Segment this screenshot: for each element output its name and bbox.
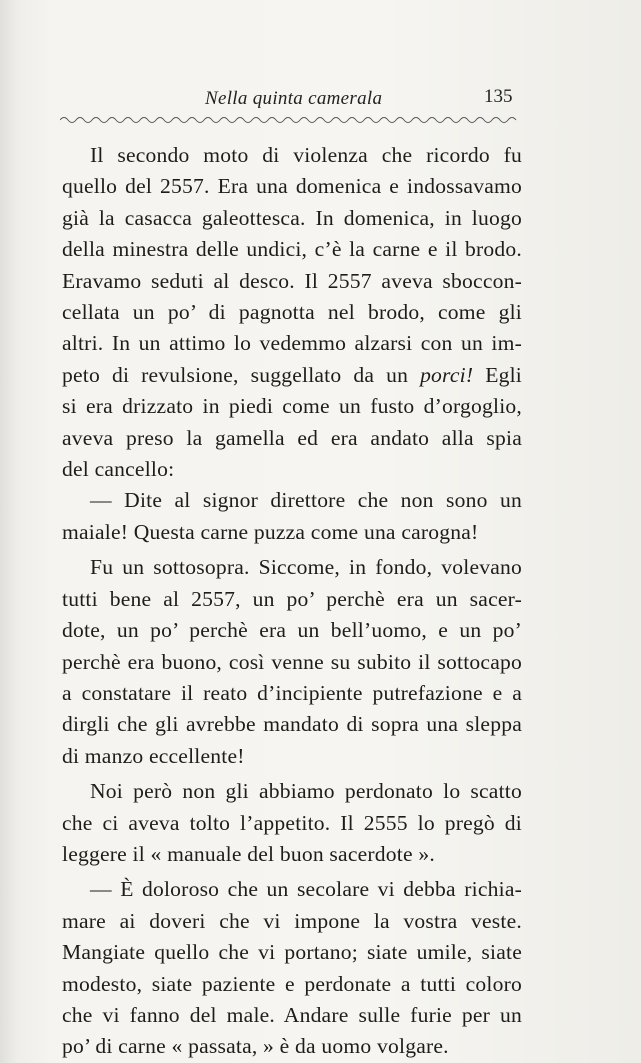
text-line-14: Fu un sottosopra. Siccome, in fondo, volevano: [90, 555, 522, 580]
running-title: Nella quinta camerala: [205, 88, 383, 109]
text-line-23: leggere il « manuale del buon sacerdote ».: [62, 841, 435, 866]
text-line-15: tutti bene al 2557, un po’ perchè era un sacer-: [62, 586, 522, 611]
page-gutter-shadow: [0, 0, 18, 1063]
text-line-21: Noi però non gli abbiamo perdonato lo scatto: [90, 779, 522, 804]
text-line-5: Eravamo seduti al desco. Il 2557 aveva sboccon-: [62, 268, 522, 293]
text-line-13: maiale! Questa carne puzza come una carogna!: [62, 519, 479, 544]
text-line-7: altri. In un attimo lo vedemmo alzarsi con un im-: [62, 331, 522, 356]
text-line-2: quello del 2557. Era una domenica e indossavamo: [62, 174, 522, 199]
text-line-4: della minestra delle undici, c’è la carne e il brodo.: [62, 237, 522, 262]
text-line-8: peto di revulsione, suggellato da un porci! Egli: [62, 362, 522, 387]
text-line-29: po’ di carne « passata, » è da uomo volgare.: [62, 1034, 449, 1059]
text-line-27: modesto, siate paziente e perdonate a tutti coloro: [62, 971, 522, 996]
body-text: [62, 140, 522, 1063]
text-line-26: Mangiate quello che vi portano; siate umile, siate: [62, 940, 522, 965]
page-number: 135: [484, 86, 513, 107]
text-line-6: cellata un po’ di pagnotta nel brodo, come gli: [62, 300, 522, 325]
text-line-28: che vi fanno del male. Andare sulle furie per un: [62, 1002, 522, 1027]
text-line-1: Il secondo moto di violenza che ricordo fu: [90, 143, 522, 167]
text-line-3: già la casacca galeottesca. In domenica, in luogo: [62, 205, 522, 230]
text-line-16: dote, un po’ perchè era un bell’uomo, e un po’: [62, 618, 522, 643]
text-line-20: di manzo eccellente!: [62, 743, 245, 768]
text-line-25: mare ai doveri che vi impone la vostra veste.: [62, 908, 522, 933]
text-line-24: — È doloroso che un secolare vi debba richia-: [90, 877, 522, 902]
wavy-rule-ornament: [60, 113, 520, 127]
text-line-19: dirgli che gli avrebbe mandato di sopra una sleppa: [62, 712, 522, 737]
text-line-17: perchè era buono, così venne su subito il sottocapo: [62, 649, 522, 674]
text-line-12: — Dite al signor direttore che non sono un: [90, 488, 522, 513]
emphasized-word: porci!: [420, 362, 474, 387]
text-line-22: che ci aveva tolto l’appetito. Il 2555 lo pregò di: [62, 810, 522, 835]
text-line-10: aveva preso la gamella ed era andato alla spia: [62, 425, 522, 450]
text-line-11: del cancello:: [62, 457, 175, 482]
text-line-9: si era drizzato in piedi come un fusto d’orgoglio,: [62, 394, 522, 419]
text-line-18: a constatare il reato d’incipiente putrefazione e a: [62, 680, 522, 705]
